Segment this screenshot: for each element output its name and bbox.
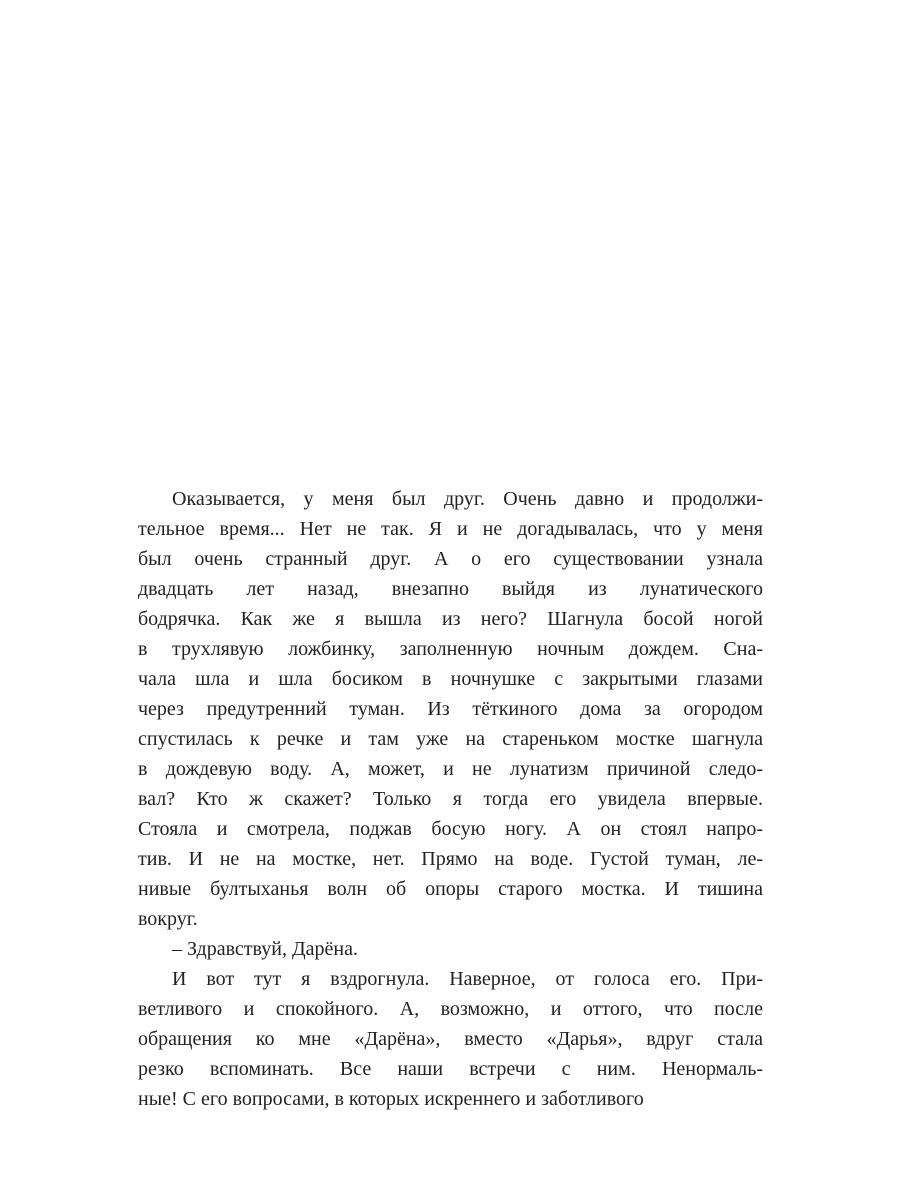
text-line: тельное время... Нет не так. Я и не догадывалась, что у меня	[138, 518, 763, 540]
text-line: был очень странный друг. А о его существовании узнала	[138, 548, 763, 570]
text-line: чала шла и шла босиком в ночнушке с закрытыми глазами	[138, 668, 763, 690]
text-line: ветливого и спокойного. А, возможно, и оттого, что после	[138, 998, 763, 1020]
text-line: ные! С его вопросами, в которых искреннего и заботливого	[138, 1088, 644, 1110]
text-line: вокруг.	[138, 908, 198, 930]
text-line: нивые бултыханья волн об опоры старого мостка. И тишина	[138, 878, 763, 900]
text-line: обращения ко мне «Дарёна», вместо «Дарья», вдруг стала	[138, 1028, 763, 1050]
text-line: двадцать лет назад, внезапно выйдя из лунатического	[138, 578, 763, 600]
text-line: – Здравствуй, Дарёна.	[172, 938, 358, 960]
text-line: спустилась к речке и там уже на стареньком мостке шагнула	[138, 728, 763, 750]
text-line: тив. И не на мостке, нет. Прямо на воде. Густой туман, ле-	[138, 848, 763, 870]
text-line: вал? Кто ж скажет? Только я тогда его увидела впервые.	[138, 788, 763, 810]
text-line: бодрячка. Как же я вышла из него? Шагнула босой ногой	[138, 608, 763, 630]
text-line: Оказывается, у меня был друг. Очень давно и продолжи-	[172, 488, 763, 510]
text-line: в дождевую воду. А, может, и не лунатизм причиной следо-	[138, 758, 763, 780]
text-line: И вот тут я вздрогнула. Наверное, от голоса его. При-	[172, 968, 763, 990]
text-line: Стояла и смотрела, поджав босую ногу. А он стоял напро-	[138, 818, 763, 840]
paragraph	[138, 484, 763, 934]
text-block	[138, 484, 763, 1114]
paragraph	[138, 934, 763, 964]
text-line: в трухлявую ложбинку, заполненную ночным дождем. Сна-	[138, 638, 763, 660]
text-line: резко вспоминать. Все наши встречи с ним. Ненормаль-	[138, 1058, 763, 1080]
text-line: через предутренний туман. Из тёткиного дома за огородом	[138, 698, 763, 720]
paragraph	[138, 964, 763, 1114]
